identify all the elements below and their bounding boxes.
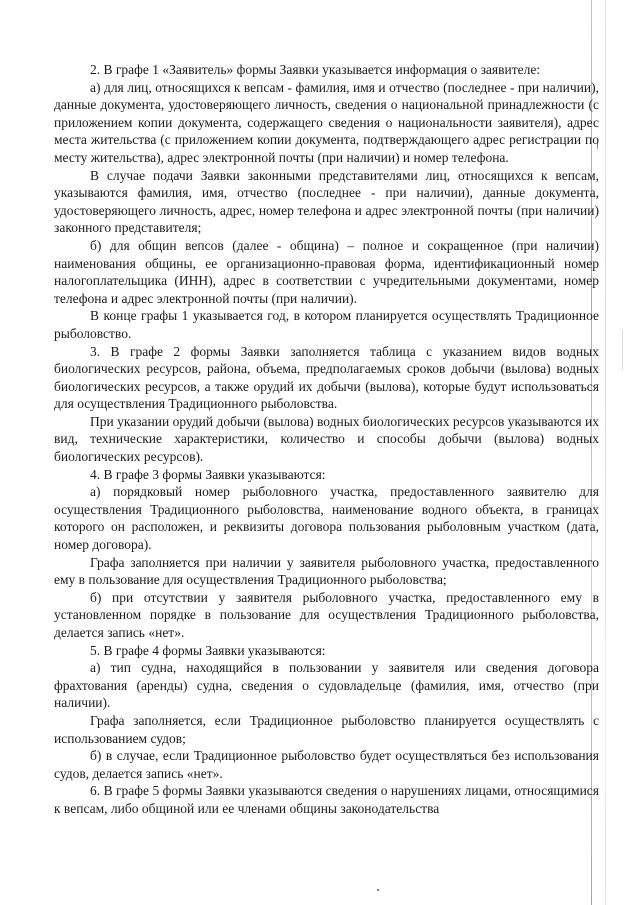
paragraph-section-4: 4. В графе 3 формы Заявки указываются: xyxy=(90,466,326,482)
paragraph-4b: б) при отсутствии у заявителя рыболовного участка, предоставленного ему в установленном порядке в пользование для осуществления Традиционного рыболовства, делается запись «нет». xyxy=(54,589,599,640)
paragraph-gear: При указании орудий добычи (вылова) водных биологических ресурсов указываются их вид, технические характеристики, количество и способы добычи (вылова) водных биологических ресурсов). xyxy=(54,413,599,465)
paragraph-4a: а) порядковый номер рыболовного участка, предоставленного заявителю для осуществления Традиционного рыболовства, наименование водного объекта, в границах которого он расположен, и реквизиты договора пользования рыболовным участком (дата, номер договора). xyxy=(54,484,599,553)
paragraph-2b: б) для общин вепсов (далее - община) – полное и сокращенное (при наличии) наименования общины, ее организационно-правовая форма, идентификационный номер налогоплательщика (ИНН), адрес в соответствии с учредительными документами, номер телефона и адрес электронной почты (при наличии). xyxy=(54,237,599,306)
paragraph-representatives: В случае подачи Заявки законными представителями лиц, относящихся к вепсам, указываются фамилия, имя, отчество (последнее - при наличии), данные документа, удостоверяющего личность, адрес, номер телефона и адрес электронной почты (при наличии) законного представителя; xyxy=(54,167,599,236)
scan-speck xyxy=(377,889,379,891)
paragraph-section-6: 6. В графе 5 формы Заявки указываются сведения о нарушениях лицами, относящимися к вепсам, либо общиной или ее членами общины законодательства xyxy=(54,783,599,816)
scan-margin-line xyxy=(605,0,606,905)
paragraph-year: В конце графы 1 указывается год, в котором планируется осуществлять Традиционное рыболовство. xyxy=(54,308,599,341)
paragraph-section-5: 5. В графе 4 формы Заявки указываются: xyxy=(90,642,326,658)
scan-margin-line xyxy=(622,330,623,370)
paragraph-section-3: 3. В графе 2 формы Заявки заполняется таблица с указанием видов водных биологических ресурсов, района, объема, предполагаемых сроков добычи (вылова) водных биологических ресурсов, а также орудий их добычи (вылова), которые будут использоваться для осуществления Традиционного рыболовства. xyxy=(54,343,599,412)
paragraph-4-fill: Графа заполняется при наличии у заявителя рыболовного участка, предоставленного ему в пользование для осуществления Традиционного рыболовства; xyxy=(54,554,599,588)
paragraph-2a: а) для лиц, относящихся к вепсам - фамилия, имя и отчество (последнее - при наличии), данные документа, удостоверяющего личность, сведения о национальной принадлежности (с приложением копии документа, содержащего сведения о национальности заявителя), адрес места жительства (с приложением копии документа, подтверждающего адрес регистрации по месту жительства), адрес электронной почты (при наличии) и номер телефона. xyxy=(54,79,599,165)
document-text xyxy=(54,61,599,818)
paragraph-5a: а) тип судна, находящийся в пользовании у заявителя или сведения договора фрахтования (аренды) судна, сведения о судовладельце (фамилия, имя, отчество (при наличии). xyxy=(54,660,599,711)
paragraph-5-fill: Графа заполняется, если Традиционное рыболовство планируется осуществлять с использованием судов; xyxy=(54,712,599,746)
paragraph-section-2: 2. В графе 1 «Заявитель» формы Заявки указывается информация о заявителе: xyxy=(90,62,541,77)
paragraph-5b: б) в случае, если Традиционное рыболовство будет осуществляться без использования судов, делается запись «нет». xyxy=(54,748,599,781)
